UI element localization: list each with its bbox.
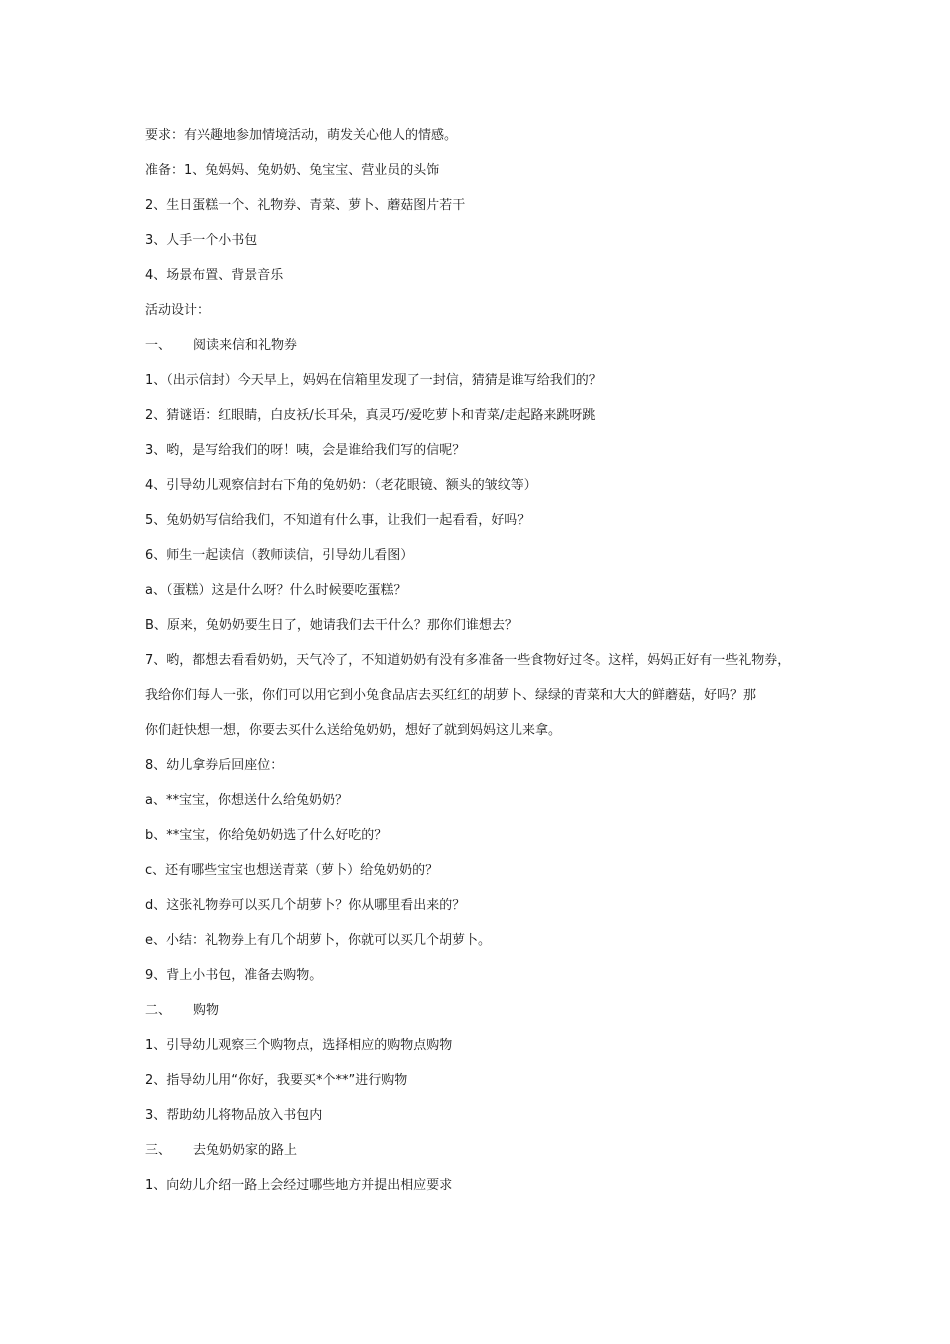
section-1-item-6: 6、师生一起读信（教师读信，引导幼儿看图） (145, 548, 414, 563)
section-1-item-6a: a、（蛋糕）这是什么呀？什么时候要吃蛋糕？ (145, 583, 407, 598)
section-1-item-8d: d、这张礼物券可以买几个胡萝卜？你从哪里看出来的？ (145, 898, 466, 913)
prep-line-3: 3、人手一个小书包 (145, 233, 258, 248)
section-1-item-7 (145, 651, 825, 741)
section-1-item-7-line-1: 7、哟，都想去看看奶奶，天气冷了，不知道奶奶有没有多准备一些食物好过冬。这样，妈妈正好有一些礼物券， (145, 653, 791, 668)
section-2-item-2: 2、指导幼儿用“你好，我要买*个**”进行购物 (145, 1073, 408, 1088)
section-1-item-7-line-2: 我给你们每人一张，你们可以用它到小兔食品店去买红红的胡萝卜、绿绿的青菜和大大的鲜蘑菇，好吗？那 (145, 688, 757, 703)
section-1-item-5: 5、兔奶奶写信给我们，不知道有什么事，让我们一起看看，好吗？ (145, 513, 531, 528)
section-1-number: 一、 (145, 338, 172, 353)
section-1-item-9: 9、背上小书包，准备去购物。 (145, 968, 323, 983)
section-3-title: 去兔奶奶家的路上 (193, 1143, 298, 1158)
section-1-item-8c: c、还有哪些宝宝也想送青菜（萝卜）给兔奶奶的？ (145, 863, 439, 878)
prep-line-4: 4、场景布置、背景音乐 (145, 268, 284, 283)
section-1-item-8b: b、**宝宝，你给兔奶奶选了什么好吃的？ (145, 828, 388, 843)
section-3-number: 三、 (145, 1143, 172, 1158)
section-3-item-1: 1、向幼儿介绍一路上会经过哪些地方并提出相应要求 (145, 1178, 453, 1193)
section-2-number: 二、 (145, 1003, 172, 1018)
section-1-item-1: 1、（出示信封）今天早上，妈妈在信箱里发现了一封信，猜猜是谁写给我们的？ (145, 373, 602, 388)
section-1-item-7-line-3: 你们赶快想一想，你要去买什么送给兔奶奶，想好了就到妈妈这儿来拿。 (145, 723, 562, 738)
prep-line-2: 2、生日蛋糕一个、礼物券、青菜、萝卜、蘑菇图片若干 (145, 198, 466, 213)
section-2-item-3: 3、帮助幼儿将物品放入书包内 (145, 1108, 323, 1123)
section-1-heading (145, 336, 825, 356)
section-1-item-3: 3、哟，是写给我们的呀！咦，会是谁给我们写的信呢？ (145, 443, 466, 458)
section-2-item-1: 1、引导幼儿观察三个购物点，选择相应的购物点购物 (145, 1038, 453, 1053)
section-3-heading (145, 1141, 825, 1161)
section-1-item-2: 2、猜谜语：红眼睛，白皮袄/长耳朵，真灵巧/爱吃萝卜和青菜/走起路来跳呀跳 (145, 408, 596, 423)
requirement-line: 要求：有兴趣地参加情境活动，萌发关心他人的情感。 (145, 128, 458, 143)
section-1-item-8e: e、小结：礼物券上有几个胡萝卜，你就可以买几个胡萝卜。 (145, 933, 491, 948)
section-2-title: 购物 (193, 1003, 220, 1018)
section-1-title: 阅读来信和礼物券 (193, 338, 298, 353)
section-1-item-4: 4、引导幼儿观察信封右下角的兔奶奶：（老花眼镜、额头的皱纹等） (145, 478, 537, 493)
section-1-item-6b: B、原来，兔奶奶要生日了，她请我们去干什么？那你们谁想去？ (145, 618, 518, 633)
document-page (145, 126, 825, 1211)
activity-design-heading: 活动设计： (145, 303, 211, 318)
section-1-item-8a: a、**宝宝，你想送什么给兔奶奶？ (145, 793, 348, 808)
prep-line-1: 准备：1、兔妈妈、兔奶奶、兔宝宝、营业员的头饰 (145, 163, 440, 178)
section-2-heading (145, 1001, 825, 1021)
section-1-item-8: 8、幼儿拿券后回座位： (145, 758, 284, 773)
